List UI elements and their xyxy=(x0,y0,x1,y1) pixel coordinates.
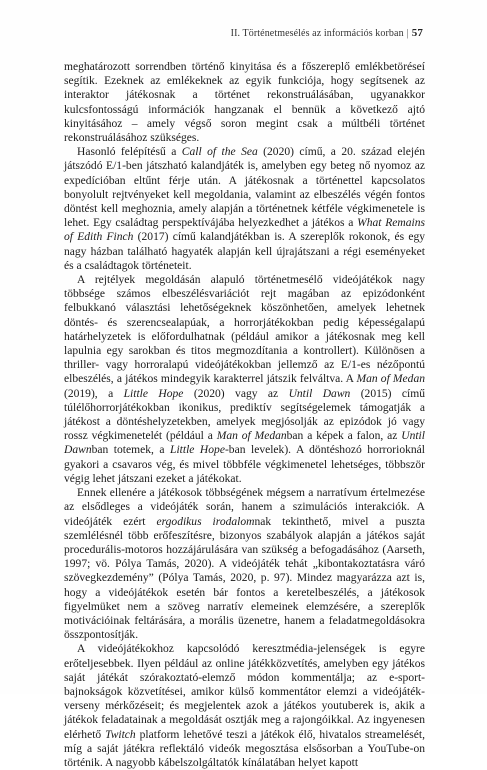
italic-title: Until Dawn xyxy=(288,387,351,400)
text-run: Hasonló felépítésű a xyxy=(77,146,182,159)
italic-title: Twitch xyxy=(105,728,136,741)
paragraph xyxy=(64,145,425,273)
text-run: ban a képek a falon, az xyxy=(286,430,402,443)
italic-title: Man of Medan xyxy=(356,373,425,386)
text-run: (2017) című kalandjátékban is. A szereplők rokonok, és egy nagy házban található hagyaték alapján kell újrajátszani a régi eseményeket és a családtagok történeteit. xyxy=(64,231,425,272)
text-run: nak tekinthető, mivel a puszta szemlélésnél több erőfeszítésre, bizonyos szabályok alapján a játékos saját procedurális-motoros hozzájárulására van szükség a befogadásához (Aarseth, 1997; vö. Pólya Tamás, 2020). A videójáték tehát „kibontakoztatásra váró szövegkezdemény” (Pólya Tamás, 2020, p. 97). Mindez magyarázza azt is, hogy a videójátékok esetén bár fontos a keretelbeszélés, a játékosok figyelmüket nem a szöveg narratív elemeinek elemzésére, a szereplők motivációinak feltárására, a morális üzenetre, hanem a feladatmegoldásokra összpontosítják. xyxy=(64,515,426,642)
text-run: (2020) című, a 20. század elején játszódó E/1-ben játszható kalandjáték is, amelyben egy beteg nő nyomoz az expedícióban eltűnt férje után. A játékosnak a történettel kapcsolatos bonyolult rejtvényeket kell megoldania, valamint az elbeszélés végén fontos döntést kell meghoznia, amely alapján a történetnek kétféle végkimenetele is lehet. Egy családtag perspektívájába helyezkedhet a játékos a xyxy=(64,146,425,230)
italic-title: What Remains of Edith Finch xyxy=(64,217,425,244)
chapter-title: II. Történetmesélés az információs korban xyxy=(230,28,404,39)
italic-title: ergodikus irodalom xyxy=(156,515,255,528)
text-run: ban totemek, a xyxy=(91,444,171,457)
text-run: (2019), a xyxy=(64,387,124,400)
text-run: (2020) vagy az xyxy=(183,387,289,400)
page-number: 57 xyxy=(411,27,423,39)
body-text xyxy=(64,60,425,770)
text-run: A videójátékokhoz kapcsolódó keresztmédia-jelenségek is egyre erőteljesebbek. Ilyen például az online játékközvetítés, amelyben egy játékos saját játékát szórakoztató-elemző módon kommentálja; az e-sport-bajnokságok közvetítései, amikor külső kommentátor elemzi a videójáték-verseny mérkőzéseit; és megjelentek azok a játékos youtuberek is, akik a játékok feladatainak a megoldását osztják meg a rajongóikkal. Az ingyenesen elérhető xyxy=(64,643,425,741)
paragraph xyxy=(64,273,425,486)
italic-title: Until Dawn xyxy=(64,430,425,457)
text-run: -ban levelek). A döntéshozó horrorioknál gyakori a csavaros vég, és mivel többféle végkimenetel lehetséges, többször végig lehet játszani ezeket a játékokat. xyxy=(64,444,425,485)
text-run: A rejtélyek megoldásán alapuló történetmesélő videójátékok nagy többsége számos elbeszélésvariációt rejt magában az epizódonként felbukkanó választási lehetőségeknek köszönhetően, amelyek lehetnek döntés- és szerencsealapúak, a horrorjátékokban pedig képességalapú határhelyzetek is előfordulhatnak (például amikor a játékosnak meg kell lapulnia egy sarokban és titos megmozdítania a kontrollert). Különösen a thriller- vagy horroralapú videójátékokban jellemző az E/1-es nézőpontú elbeszélés, a játékos mindegyik karakterrel játszik felváltva. A xyxy=(64,274,425,386)
paragraph xyxy=(64,60,425,145)
italic-title: Call of the Sea xyxy=(181,146,258,159)
italic-title: Little Hope xyxy=(170,444,225,457)
text-run: Ennek ellenére a játékosok többségének mégsem a narratívum értelmezése az elsődleges a videójáték során, hanem a szimulációs interakciók. A videójáték ezért xyxy=(64,487,425,528)
italic-title: Little Hope xyxy=(123,387,184,400)
running-header xyxy=(231,27,423,39)
text-run: (2015) című túlélőhorrorjátékokban ikonikus, prediktív segítségelemek támogatják a játékost a döntéshelyzetekben, amelyek megjósolják az epizódok jó vagy rossz végkimenetelét (például a xyxy=(64,387,425,443)
header-separator: | xyxy=(406,28,409,39)
text-run: meghatározott sorrendben történő kinyitása és a főszereplő emlékbetöréseí segítik. Ezeknek az emlékeknek az egyik funkciója, hogy segítsenek az interaktor játékosnak a történet rekonstruálásában, ugyanakkor kulcsfontosságú információk hangzanak el bennük a következő ajtó kinyitásához – amely végső soron megint csak a múltbéli történet rekonstruálásához szükséges. xyxy=(64,61,425,145)
paragraph xyxy=(64,642,425,770)
paragraph xyxy=(64,486,425,642)
italic-title: Man of Medan xyxy=(216,430,287,443)
text-run: platform lehetővé teszi a játékok élő, hivatalos streamelését, míg a saját játékra reflektáló videók megosztása elsősorban a YouTube-on történik. A nagyobb kábelszolgáltatók kínálatában helyet kapott xyxy=(64,728,425,769)
